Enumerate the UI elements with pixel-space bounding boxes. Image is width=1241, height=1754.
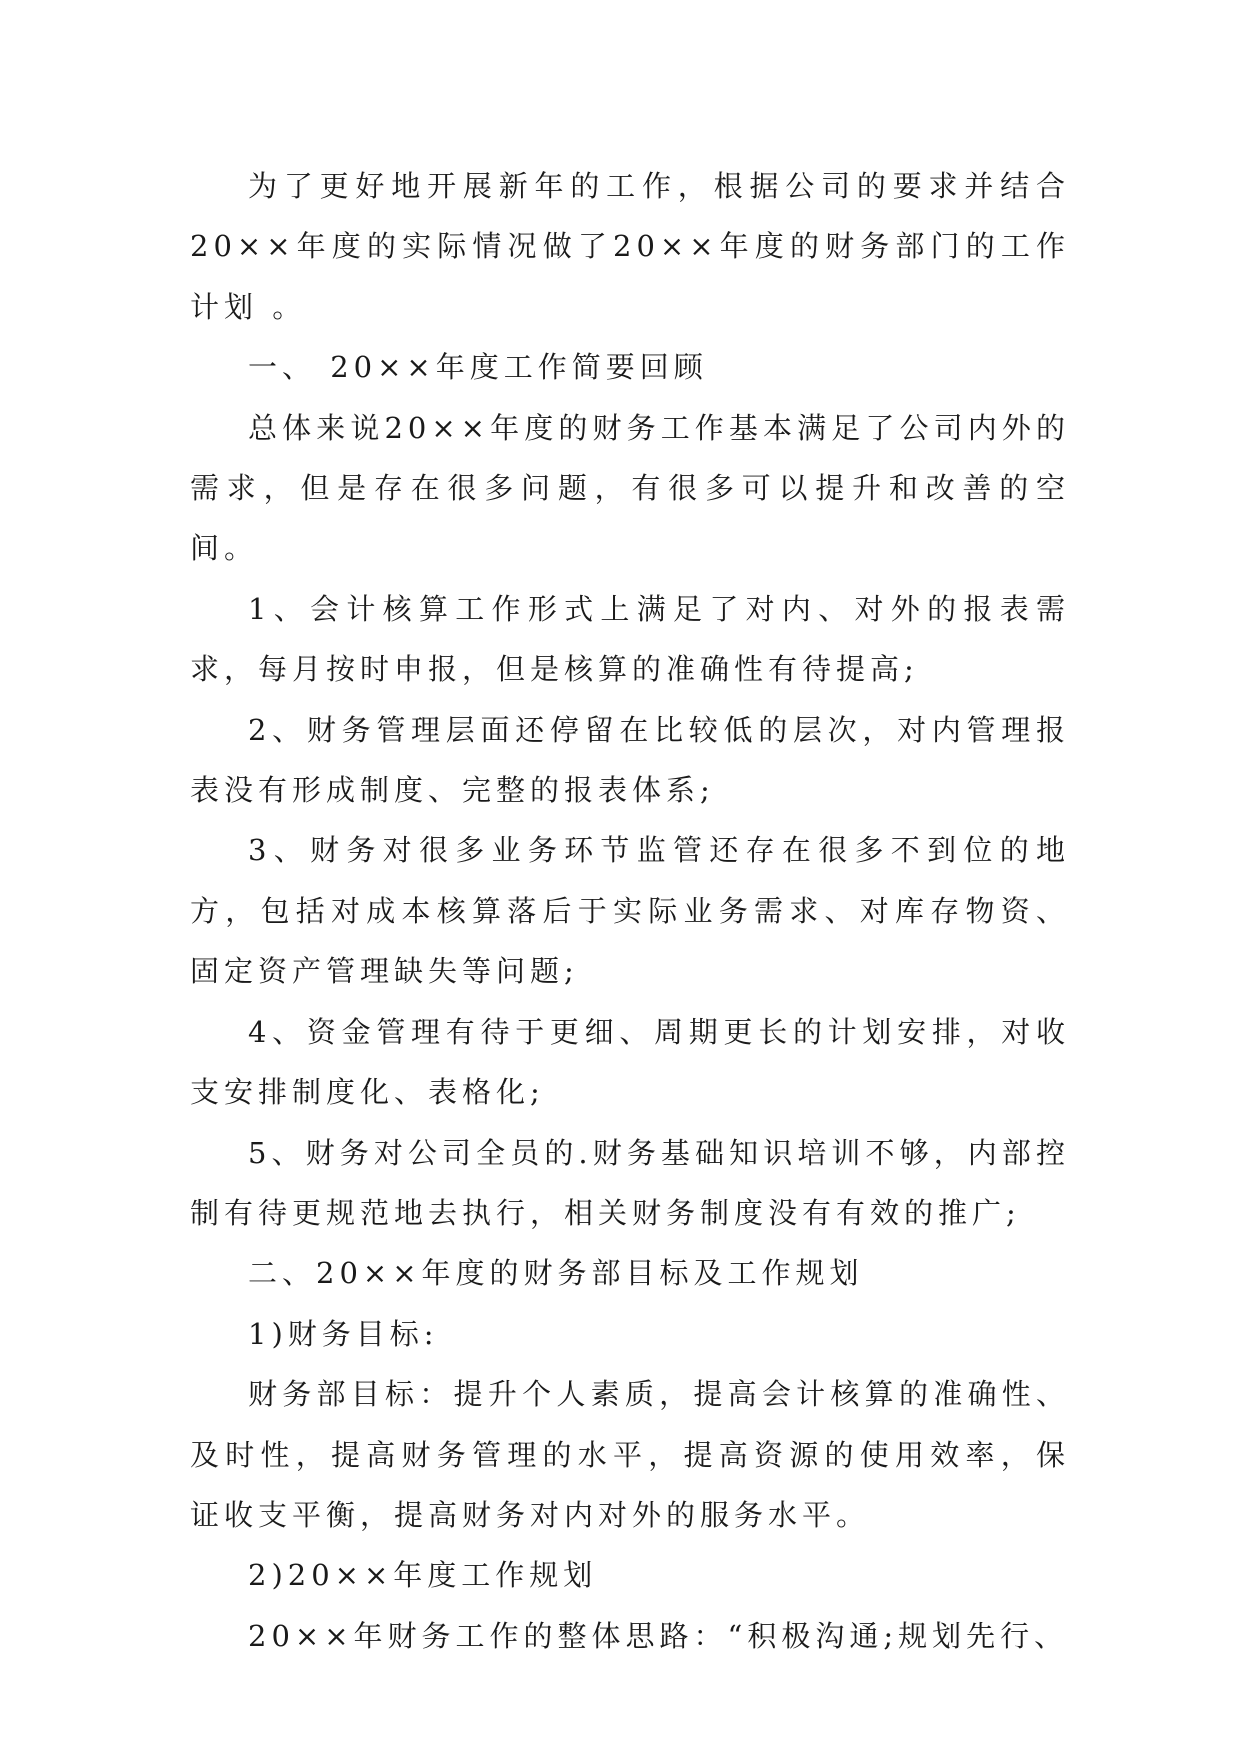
list-item-accounting: 1、会计核算工作形式上满足了对内、对外的报表需求，每月按时申报，但是核算的准确性有待提高; xyxy=(190,591,1070,687)
list-item-funds: 4、资金管理有待于更细、周期更长的计划安排，对收支安排制度化、表格化; xyxy=(190,1014,1070,1110)
section-heading-goals: 二、20××年度的财务部目标及工作规划 xyxy=(248,1256,864,1291)
section-heading-review: 一、 20××年度工作简要回顾 xyxy=(248,350,708,385)
subheading-financial-goal: 1)财务目标: xyxy=(248,1316,439,1351)
list-item-training: 5、财务对公司全员的.财务基础知识培训不够，内部控制有待更规范地去执行，相关财务制度没有有效的推广; xyxy=(190,1135,1070,1230)
subheading-work-plan: 2)20××年度工作规划 xyxy=(248,1558,598,1593)
list-item-management: 2、财务管理层面还停留在比较低的层次，对内管理报表没有形成制度、完整的报表体系; xyxy=(190,712,1070,808)
document-body xyxy=(190,156,1070,1666)
list-item-supervision: 3、财务对很多业务环节监管还存在很多不到位的地方，包括对成本核算落后于实际业务需求、对库存物资、固定资产管理缺失等问题; xyxy=(190,833,1070,989)
paragraph-intro: 为了更好地开展新年的工作，根据公司的要求并结合20××年度的实际情况做了20××年度的财务部门的工作计划 。 xyxy=(190,169,1070,324)
paragraph-overall-approach: 20××年财务工作的整体思路：“积极沟通;规划先行、 xyxy=(248,1618,1069,1653)
paragraph-overview: 总体来说20××年度的财务工作基本满足了公司内外的需求，但是存在很多问题，有很多可以提升和改善的空间。 xyxy=(190,410,1070,566)
paragraph-goal-detail: 财务部目标：提升个人素质，提高会计核算的准确性、及时性，提高财务管理的水平，提高资源的使用效率，保证收支平衡，提高财务对内对外的服务水平。 xyxy=(190,1377,1070,1532)
